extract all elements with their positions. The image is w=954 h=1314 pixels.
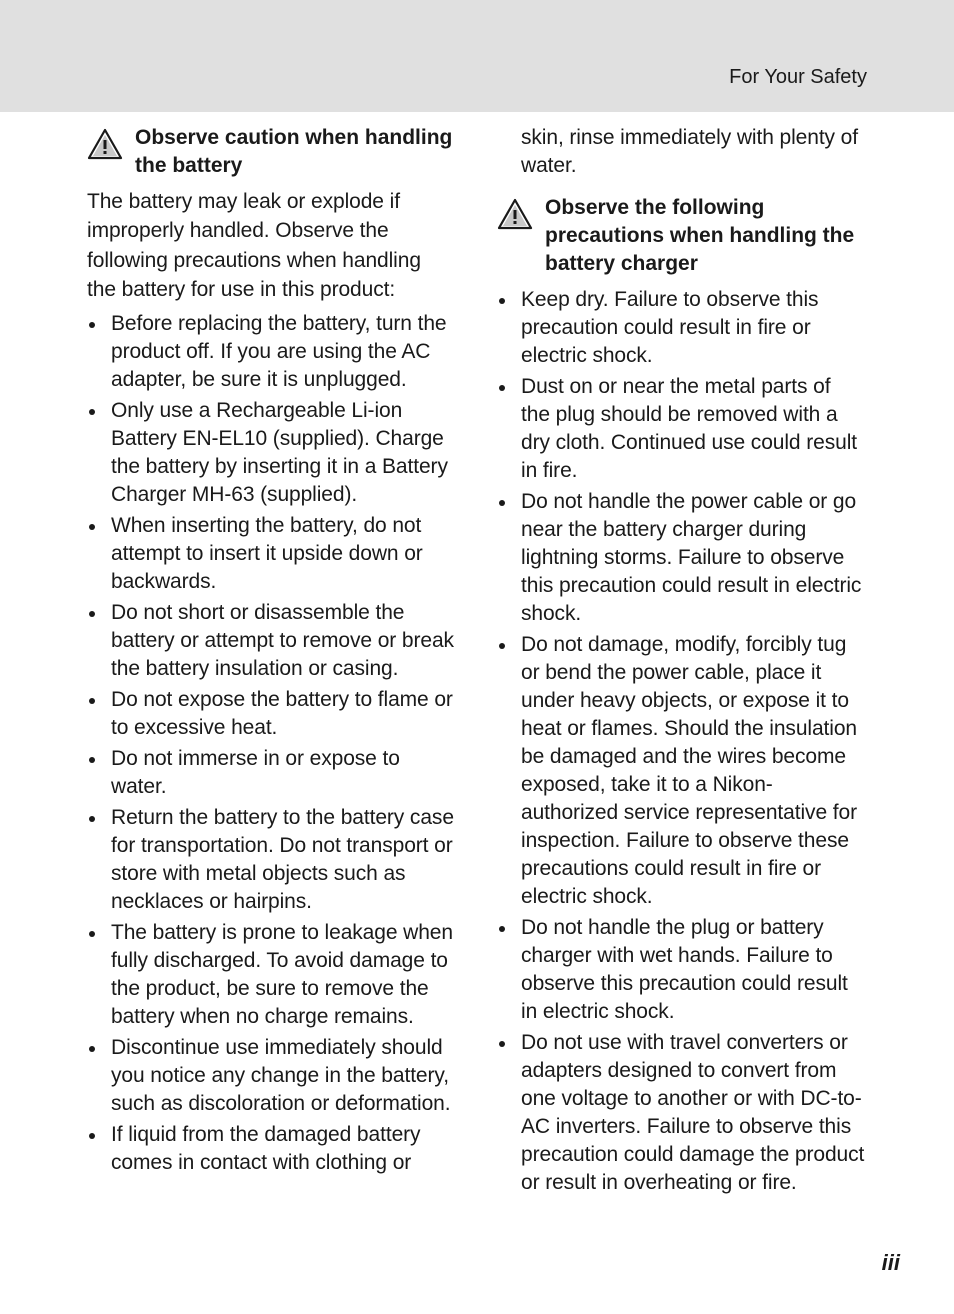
list-item: Only use a Rechargeable Li-ion Battery EN-EL10 (supplied). Charge the battery by inserting it in a Battery Charger MH-63 (supplied).: [87, 397, 455, 509]
heading-text: Observe the following precautions when handling the battery charger: [545, 196, 855, 275]
list-item: Discontinue use immediately should you notice any change in the battery, such as discoloration or deformation.: [87, 1034, 455, 1118]
warning-triangle-icon: [87, 128, 123, 160]
bullet-dot: [499, 500, 505, 506]
list-item: Do not damage, modify, forcibly tug or bend the power cable, place it under heavy objects, or expose it to heat or flames. Should the insulation be damaged and the wires become exposed, take it to a Nikon-authorized service representative for inspection. Failure to observe these precautions could result in fire or electric shock.: [497, 631, 865, 911]
list-item: Do not use with travel converters or adapters designed to convert from one voltage to another or with DC-to-AC inverters. Failure to observe this precaution could damage the product or result in overheating or fire.: [497, 1029, 865, 1197]
list-item: Do not short or disassemble the battery or attempt to remove or break the battery insulation or casing.: [87, 599, 455, 683]
list-item: Do not handle the power cable or go near the battery charger during lightning storms. Failure to observe this precaution could result in electric shock.: [497, 488, 865, 628]
bullet-dot: [89, 1046, 95, 1052]
right-column: [497, 124, 865, 1200]
charger-caution-heading: [497, 194, 865, 278]
list-item: Keep dry. Failure to observe this precaution could result in fire or electric shock.: [497, 286, 865, 370]
list-item: If liquid from the damaged battery comes in contact with clothing or: [87, 1121, 455, 1177]
warning-triangle-icon: [497, 198, 533, 230]
bullet-dot: [89, 931, 95, 937]
page-number: iii: [881, 1250, 900, 1275]
bullet-dot: [499, 643, 505, 649]
charger-precautions-list: [497, 286, 865, 1197]
list-item: Do not immerse in or expose to water.: [87, 745, 455, 801]
bullet-dot: [89, 322, 95, 328]
bullet-dot: [89, 698, 95, 704]
battery-caution-heading: [87, 124, 455, 180]
list-item: Before replacing the battery, turn the product off. If you are using the AC adapter, be sure it is unplugged.: [87, 310, 455, 394]
left-column: [87, 124, 455, 1180]
list-item: Do not handle the plug or battery charger with wet hands. Failure to observe this precaution could result in electric shock.: [497, 914, 865, 1026]
bullet-dot: [89, 816, 95, 822]
list-item: When inserting the battery, do not attempt to insert it upside down or backwards.: [87, 512, 455, 596]
battery-precautions-list: [87, 310, 455, 1177]
bullet-dot: [499, 926, 505, 932]
bullet-dot: [89, 757, 95, 763]
bullet-dot: [89, 1133, 95, 1139]
section-title: For Your Safety: [729, 66, 867, 88]
bullet-dot: [89, 409, 95, 415]
continued-text: skin, rinse immediately with plenty of water.: [521, 126, 858, 177]
list-item: Dust on or near the metal parts of the plug should be removed with a dry cloth. Continued use could result in fire.: [497, 373, 865, 485]
bullet-dot: [89, 524, 95, 530]
bullet-dot: [499, 1041, 505, 1047]
list-item: The battery is prone to leakage when fully discharged. To avoid damage to the product, be sure to remove the battery when no charge remains.: [87, 919, 455, 1031]
battery-intro: The battery may leak or explode if improperly handled. Observe the following precautions when handling the battery for use in this product:: [87, 190, 421, 301]
list-item: Return the battery to the battery case for transportation. Do not transport or store with metal objects such as necklaces or hairpins.: [87, 804, 455, 916]
header-band: [0, 0, 954, 112]
bullet-dot: [499, 385, 505, 391]
list-item: Do not expose the battery to flame or to excessive heat.: [87, 686, 455, 742]
heading-text: Observe caution when handling the battery: [135, 126, 453, 177]
bullet-dot: [89, 611, 95, 617]
bullet-dot: [499, 298, 505, 304]
